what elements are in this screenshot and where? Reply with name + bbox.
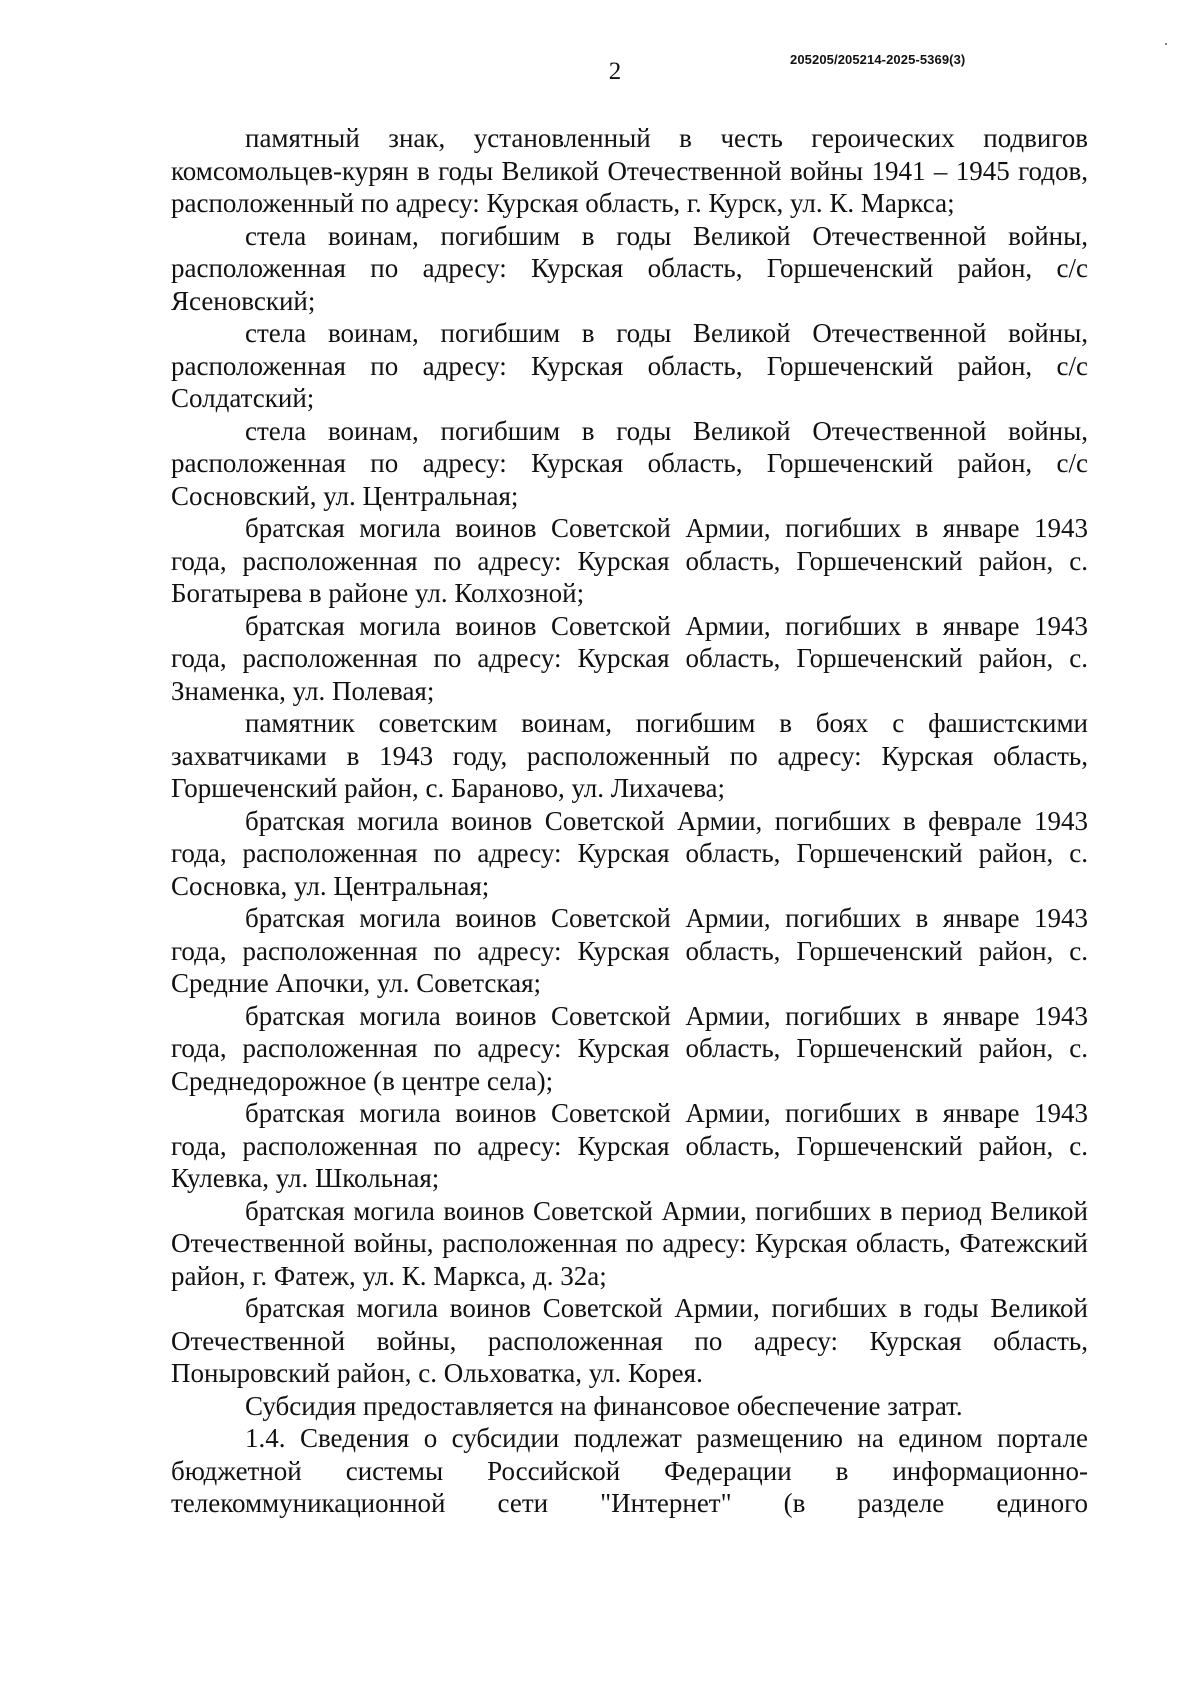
paragraph-grave-sosnovka: братская могила воинов Советской Армии, погибших в феврале 1943 года, расположенная по адресу: Курская область, Горшеченский район, с. Сосновка, ул. Центральная; — [171, 805, 1088, 901]
paragraph-grave-olkhovatka: братская могила воинов Советской Армии, погибших в годы Великой Отечественной войны, расположенная по адресу: Курская область, Поныровский район, с. Ольховатка, ул. Корея. — [171, 1293, 1088, 1388]
paragraph-stele-yasenovsky: стела воинам, погибшим в годы Великой Отечественной войны, расположенная по адресу: Курская область, Горшеченский район, с/с Ясеновский; — [171, 220, 1088, 316]
paragraph-grave-srednie-apochki: братская могила воинов Советской Армии, погибших в январе 1943 года, расположенная по адресу: Курская область, Горшеченский район, с. Средние Апочки, ул. Советская; — [171, 903, 1088, 998]
paragraph-section-1-4: 1.4. Сведения о субсидии подлежат размещению на едином портале бюджетной системы Российской Федерации в информационно-телекоммуникационной сети "Интернет" (в разделе единого — [171, 1423, 1088, 1518]
paragraph-memorial-sign-kursk: памятный знак, установленный в честь героических подвигов комсомольцев-курян в годы Великой Отечественной войны 1941 – 1945 годов, расположенный по адресу: Курская область, г. Курск, ул. К. Маркса; — [171, 123, 1088, 218]
document-body — [171, 122, 1088, 1520]
paragraph-subsidy-purpose: Субсидия предоставляется на финансовое обеспечение затрат. — [245, 1390, 963, 1421]
paragraph-grave-fatezh: братская могила воинов Советской Армии, погибших в период Великой Отечественной войны, расположенная по адресу: Курская область, Фатежский район, г. Фатеж, ул. К. Маркса, д. 32а; — [171, 1195, 1088, 1291]
page-number: 2 — [608, 58, 622, 85]
paragraph-stele-sosnovsky: стела воинам, погибшим в годы Великой Отечественной войны, расположенная по адресу: Курская область, Горшеченский район, с/с Сосновский, ул. Центральная; — [171, 415, 1088, 511]
paragraph-monument-baranovo: памятник советским воинам, погибшим в боях с фашистскими захватчиками в 1943 году, расположенный по адресу: Курская область, Горшеченский район, с. Бараново, ул. Лихачева; — [171, 708, 1088, 803]
paragraph-grave-kulevka: братская могила воинов Советской Армии, погибших в январе 1943 года, расположенная по адресу: Курская область, Горшеченский район, с. Кулевка, ул. Школьная; — [171, 1098, 1088, 1193]
paragraph-grave-srednedorozhnoe: братская могила воинов Советской Армии, погибших в январе 1943 года, расположенная по адресу: Курская область, Горшеченский район, с. Среднедорожное (в центре села); — [171, 1000, 1088, 1096]
paragraph-grave-bogatyreva: братская могила воинов Советской Армии, погибших в январе 1943 года, расположенная по адресу: Курская область, Горшеченский район, с. Богатырева в районе ул. Колхозной; — [171, 513, 1088, 608]
scan-artifact-dot — [1165, 43, 1167, 45]
paragraph-grave-znamenka: братская могила воинов Советской Армии, погибших в январе 1943 года, расположенная по адресу: Курская область, Горшеченский район, с. Знаменка, ул. Полевая; — [171, 610, 1088, 706]
document-id: 205205/205214-2025-5369(3) — [790, 52, 966, 67]
paragraph-stele-soldatsky: стела воинам, погибшим в годы Великой Отечественной войны, расположенная по адресу: Курская область, Горшеченский район, с/с Солдатский; — [171, 318, 1088, 413]
